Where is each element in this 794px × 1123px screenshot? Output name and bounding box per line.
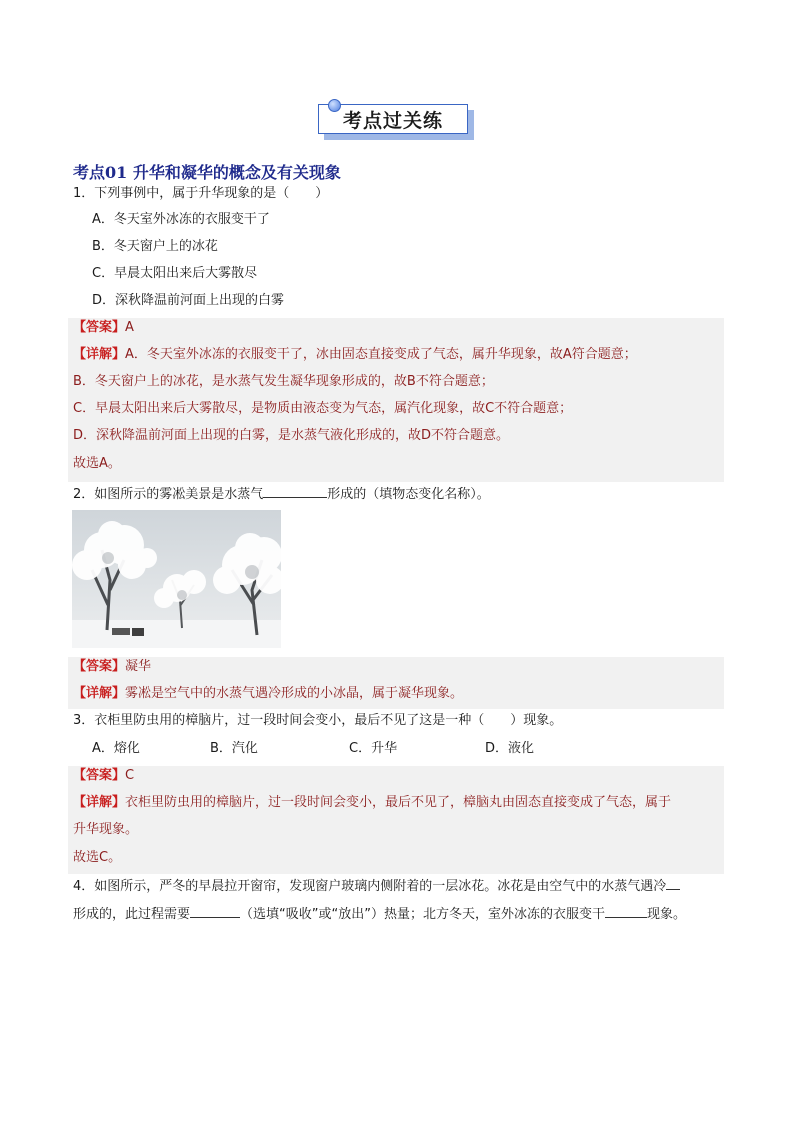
section-banner: [318, 104, 476, 142]
q3-conclusion: 故选C。: [73, 850, 122, 865]
q3-answer-box: [68, 766, 724, 874]
q2-detail: 【详解】雾凇是空气中的水蒸气遇冷形成的小冰晶，属于凝华现象。: [73, 686, 464, 701]
q3-option-c: C．升华: [349, 741, 398, 756]
q1-option-a: A．冬天室外冰冻的衣服变干了: [92, 212, 270, 227]
q2-blank: [263, 483, 327, 498]
rime-tree-photo: [72, 510, 281, 648]
banner-title: 考点过关练: [318, 104, 468, 134]
q2-answer: 【答案】凝华: [73, 659, 152, 674]
q1-conclusion: 故选A。: [73, 456, 121, 471]
q4-line-1: 4．如图所示，严冬的早晨拉开窗帘，发现窗户玻璃内侧附着的一层冰花。冰花是由空气中的水蒸气遇冷: [73, 875, 680, 897]
q2-answer-value: 凝华: [125, 659, 152, 674]
q3-option-d: D．液化: [485, 741, 535, 756]
q1-option-d: D．深秋降温前河面上出现的白雾: [92, 293, 285, 308]
section-title: 考点01 升华和凝华的概念及有关现象: [73, 163, 341, 182]
q1-answer: [73, 318, 134, 338]
q3-answer: 【答案】C: [73, 768, 135, 783]
q3-answer-value: C: [125, 768, 135, 783]
q1-stem: 1．下列事例中，属于升华现象的是（ ）: [73, 186, 329, 201]
q3-detail-cont: 升华现象。: [73, 822, 139, 837]
q3-option-a: A．熔化: [92, 741, 140, 756]
answer-tag: 【答案】: [73, 320, 126, 335]
q3-stem: 3．衣柜里防虫用的樟脑片，过一段时间会变小，最后不见了这是一种（ ）现象。: [73, 713, 563, 728]
q1-option-b: B．冬天窗户上的冰花: [92, 239, 218, 254]
q2-stem: 2．如图所示的雾凇美景是水蒸气 形成的（填物态变化名称）。: [73, 483, 490, 505]
q1-answer-value: A: [125, 320, 134, 335]
q3-option-b: B．汽化: [210, 741, 258, 756]
q4-blank-3: [605, 903, 647, 918]
q1-detail-b: B．冬天窗户上的冰花，是水蒸气发生凝华现象形成的，故B不符合题意；: [73, 374, 494, 389]
q1-option-c: C．早晨太阳出来后大雾散尽: [92, 266, 258, 281]
banner-dot-icon: [328, 99, 341, 112]
q1-detail-c: C．早晨太阳出来后大雾散尽，是物质由液态变为气态，属汽化现象，故C不符合题意；: [73, 401, 573, 416]
q1-detail-d: D．深秋降温前河面上出现的白雾，是水蒸气液化形成的，故D不符合题意。: [73, 428, 510, 443]
q1-detail-a: 【详解】A．冬天室外冰冻的衣服变干了，冰由固态直接变成了气态，属升华现象，故A符合题意；: [73, 347, 637, 362]
q4-blank-1: [666, 875, 680, 890]
detail-tag: 【详解】: [73, 347, 126, 362]
q3-detail: 【详解】衣柜里防虫用的樟脑片，过一段时间会变小，最后不见了，樟脑丸由固态直接变成了气态，属于: [73, 795, 672, 810]
q4-line-2: 形成的，此过程需要 （选填“吸收”或“放出”）热量；北方冬天，室外冰冻的衣服变干 现象。: [73, 903, 686, 925]
q4-blank-2: [190, 903, 240, 918]
